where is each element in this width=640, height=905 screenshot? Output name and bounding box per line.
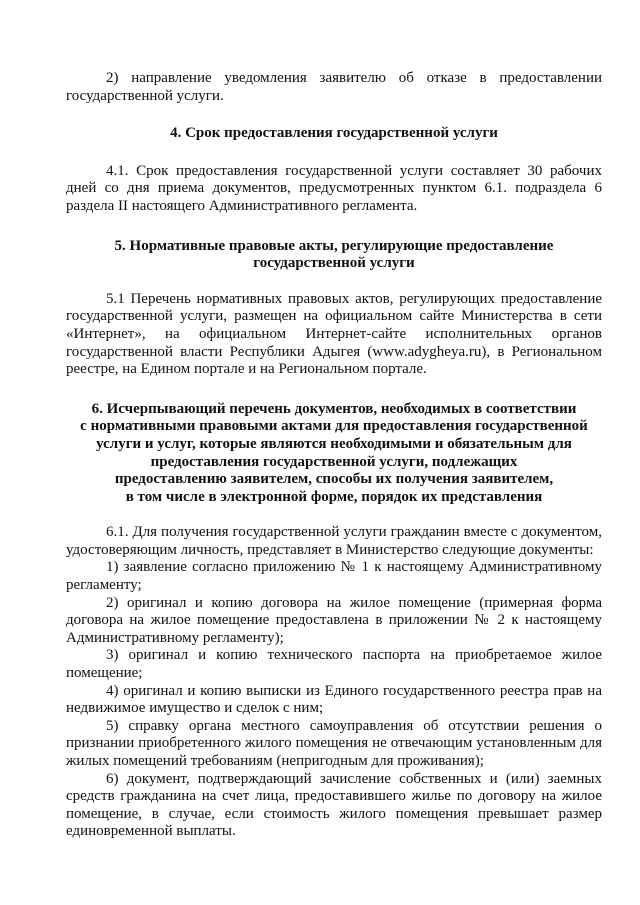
section-6-heading-line: предоставлению заявителем, способы их получения заявителем, bbox=[114, 471, 554, 488]
list-item: 4) оригинал и копию выписки из Единого государственного реестра прав на недвижимое имущество и сделок с ним; bbox=[66, 682, 602, 717]
list-item: 2) оригинал и копию договора на жилое помещение (примерная форма договора на жилое помещение предоставлена в приложении № 2 к настоящему Административному регламенту); bbox=[66, 594, 602, 646]
paragraph-refusal-notice: 2) направление уведомления заявителю об отказе в предоставлении государственной услуги. bbox=[66, 70, 602, 104]
section-6-heading bbox=[66, 401, 602, 507]
list-item: 6) документ, подтверждающий зачисление собственных и (или) заемных средств гражданина на счет лица, предоставившего жилье по договору на жилое помещение, в случае, если стоимость жилого помещения превышает размер единовременной выплаты. bbox=[66, 770, 602, 840]
paragraph-4-1: 4.1. Срок предоставления государственной услуги составляет 30 рабочих дней со дня приема документов, предусмотренных пунктом 6.1. подраздела 6 раздела II настоящего Административного регламента. bbox=[66, 162, 602, 214]
section-6-heading-line: предоставления государственной услуги, подлежащих bbox=[150, 453, 518, 470]
section-6-heading-line: услуги и услуг, которые являются необходимыми и обязательным для bbox=[96, 435, 572, 452]
section-6-heading-line: с нормативными правовыми актами для предоставления государственной bbox=[80, 418, 588, 435]
list-item: 5) справку органа местного самоуправления об отсутствии решения о признании приобретенного жилого помещения не отвечающим установленным для жилых помещений требованиям (непригодным для проживания); bbox=[66, 717, 602, 769]
section-4-heading: 4. Срок предоставления государственной услуги bbox=[170, 125, 498, 142]
list-item: 1) заявление согласно приложению № 1 к настоящему Административному регламенту; bbox=[66, 559, 602, 594]
section-6-heading-line: в том числе в электронной форме, порядок их представления bbox=[125, 488, 543, 505]
section-6-heading-line: 6. Исчерпывающий перечень документов, необходимых в соответствии bbox=[91, 400, 577, 417]
section-5-heading bbox=[66, 238, 602, 273]
paragraph-5-1: 5.1 Перечень нормативных правовых актов, регулирующих предоставление государственной услуги, размещен на официальном сайте Министерства в сети «Интернет», на официальном Интернет-сайте исполнительных органов государственной власти Республики Адыгея (www.adygheya.ru), в Региональном реестре, на Едином портале и на Региональном портале. bbox=[66, 290, 602, 378]
list-item: 3) оригинал и копию технического паспорта на приобретаемое жилое помещение; bbox=[66, 647, 602, 682]
section-5-heading-line: государственной услуги bbox=[253, 255, 415, 272]
document-page bbox=[66, 70, 602, 841]
paragraph-6-1: 6.1. Для получения государственной услуги гражданин вместе с документом, удостоверяющим личность, представляет в Министерство следующие документы: bbox=[66, 524, 602, 558]
section-5-heading-line: 5. Нормативные правовые акты, регулирующие предоставление bbox=[114, 237, 554, 254]
